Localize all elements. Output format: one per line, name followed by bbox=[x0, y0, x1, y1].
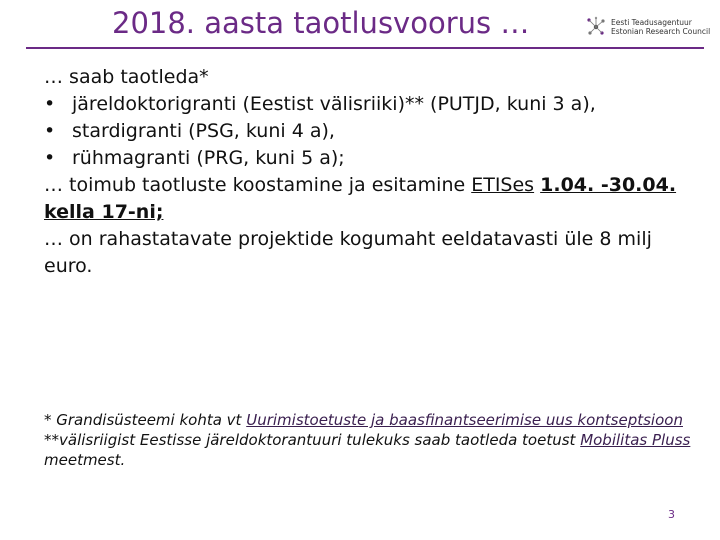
bullet-item bbox=[44, 118, 694, 145]
deadline-prefix: … toimub taotluste koostamine ja esitamine bbox=[44, 174, 472, 196]
footnotes bbox=[44, 410, 694, 470]
bullet-text: järeldoktorigranti (Eestist välisriiki)** (PUTJD, kuni 3 a), bbox=[72, 93, 596, 115]
deadline-line bbox=[44, 172, 694, 226]
footnote-grant-system bbox=[44, 410, 694, 430]
mobilitas-link[interactable]: Mobilitas Pluss bbox=[580, 431, 691, 449]
page-number: 3 bbox=[668, 508, 675, 521]
bullet-icon: • bbox=[44, 120, 56, 142]
deadline-dates: 1.04. -30.04. kella 17-ni; bbox=[44, 174, 677, 223]
research-council-logo-icon bbox=[585, 16, 607, 38]
slide-body bbox=[44, 64, 694, 280]
bullet-item bbox=[44, 145, 694, 172]
bullet-icon: • bbox=[44, 147, 56, 169]
footnote1-prefix: * Grandisüsteemi kohta vt bbox=[44, 411, 247, 429]
bullet-item bbox=[44, 91, 694, 118]
logo-line-et: Eesti Teadusagentuur bbox=[611, 18, 692, 27]
concept-link[interactable]: Uurimistoetuste ja baasfinantseerimise uus kontseptsioon bbox=[246, 411, 683, 429]
title-divider bbox=[26, 47, 704, 49]
etag-logo bbox=[585, 13, 711, 41]
footnote-mobilitas bbox=[44, 430, 694, 470]
footnote2-suffix: meetmest. bbox=[44, 451, 126, 469]
etis-link[interactable]: ETISes bbox=[471, 174, 535, 196]
intro-line: … saab taotleda* bbox=[44, 66, 209, 88]
slide-title: 2018. aasta taotlusvoorus … bbox=[112, 6, 530, 40]
bullet-icon: • bbox=[44, 93, 56, 115]
budget-line: … on rahastatavate projektide kogumaht eeldatavasti üle 8 milj euro. bbox=[44, 228, 652, 277]
logo-line-en: Estonian Research Council bbox=[611, 27, 711, 36]
footnote2-prefix: **välisriigist Eestisse järeldoktorantuuri tulekuks saab taotleda toetust bbox=[44, 431, 581, 449]
bullet-text: rühmagranti (PRG, kuni 5 a); bbox=[72, 147, 345, 169]
bullet-text: stardigranti (PSG, kuni 4 a), bbox=[72, 120, 335, 142]
